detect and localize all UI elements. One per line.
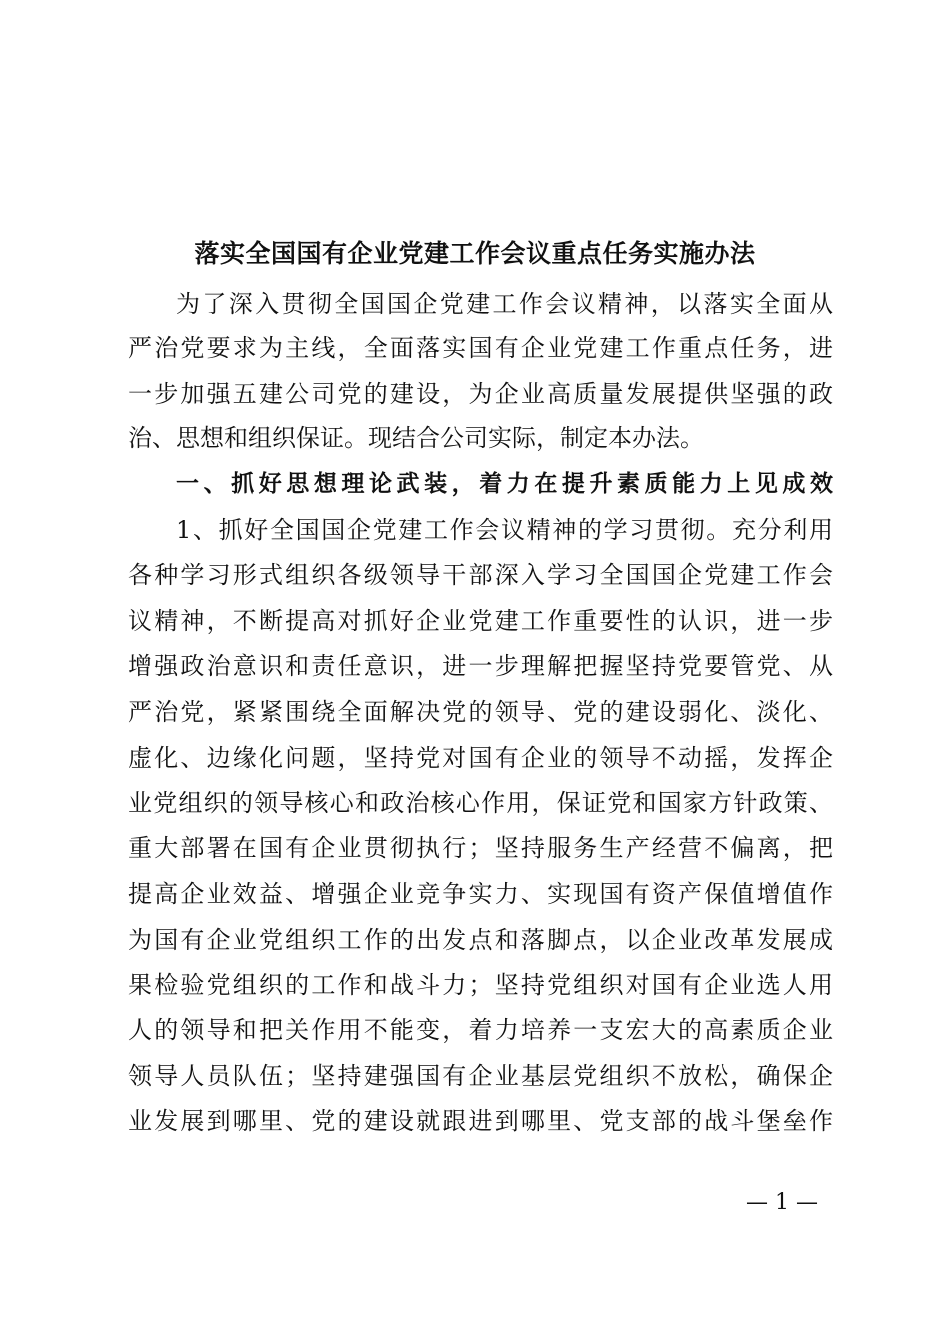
item-line: 业党组织的领导核心和政治核心作用，保证党和国家方针政策、 (128, 789, 833, 817)
item-line: 为国有企业党组织工作的出发点和落脚点，以企业改革发展成 (128, 926, 833, 954)
item-line: 提高企业效益、增强企业竞争实力、实现国有资产保值增值作 (128, 880, 833, 908)
intro-line: 一步加强五建公司党的建设，为企业高质量发展提供坚强的政 (128, 380, 833, 408)
item-line: 增强政治意识和责任意识，进一步理解把握坚持党要管党、从 (128, 652, 833, 680)
item-line: 1、抓好全国国企党建工作会议精神的学习贯彻。充分利用 (176, 516, 833, 544)
document-title: 落实全国国有企业党建工作会议重点任务实施办法 (194, 239, 756, 268)
intro-line: 治、思想和组织保证。现结合公司实际，制定本办法。 (128, 424, 704, 452)
item-line: 人的领导和把关作用不能变，着力培养一支宏大的高素质企业 (128, 1016, 833, 1044)
item-line: 重大部署在国有企业贯彻执行；坚持服务生产经营不偏离，把 (128, 834, 833, 862)
item-line: 虚化、边缘化问题，坚持党对国有企业的领导不动摇，发挥企 (128, 744, 833, 772)
section-heading: 一、抓好思想理论武装，着力在提升素质能力上见成效 (176, 471, 833, 497)
intro-line: 为了深入贯彻全国国企党建工作会议精神，以落实全面从 (176, 290, 833, 318)
intro-line: 严治党要求为主线，全面落实国有企业党建工作重点任务，进 (128, 334, 833, 362)
page-number: — 1 — (746, 1190, 818, 1215)
item-line: 严治党，紧紧围绕全面解决党的领导、党的建设弱化、淡化、 (128, 698, 833, 726)
item-line: 领导人员队伍；坚持建强国有企业基层党组织不放松，确保企 (128, 1062, 833, 1090)
item-line: 业发展到哪里、党的建设就跟进到哪里、党支部的战斗堡垒作 (128, 1107, 833, 1135)
item-line: 果检验党组织的工作和战斗力；坚持党组织对国有企业选人用 (128, 971, 833, 999)
item-line: 各种学习形式组织各级领导干部深入学习全国国企党建工作会 (128, 561, 833, 589)
item-line: 议精神，不断提高对抓好企业党建工作重要性的认识，进一步 (128, 607, 833, 635)
